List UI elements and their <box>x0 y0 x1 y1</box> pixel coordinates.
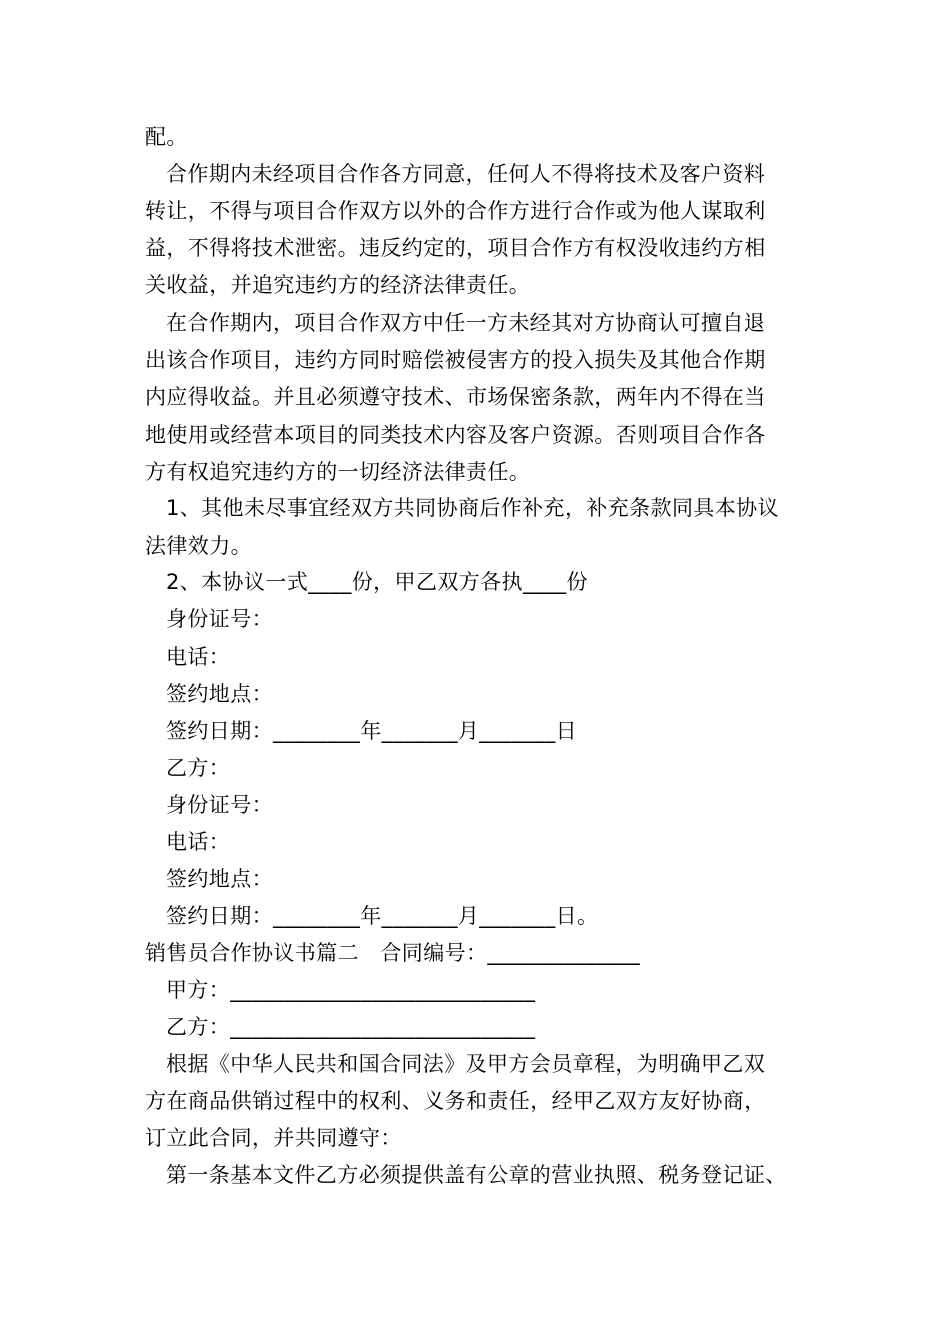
text-line: 法律效力。 <box>145 534 252 558</box>
text-line: 2、本协议一式____份，甲乙双方各执____份 <box>166 570 588 594</box>
text-line: 甲方：____________________________ <box>166 978 536 1002</box>
text-line: 签约地点： <box>166 682 273 706</box>
text-line: 根据《中华人民共和国合同法》及甲方会员章程，为明确甲乙双 <box>166 1052 766 1076</box>
text-line: 订立此合同，并共同遵守： <box>145 1126 402 1150</box>
text-line: 内应得收益。并且必须遵守技术、市场保密条款，两年内不得在当 <box>145 385 766 409</box>
text-line: 在合作期内，项目合作双方中任一方未经其对方协商认可擅自退 <box>166 311 766 335</box>
text-line: 身份证号： <box>166 607 273 631</box>
text-line: 电话： <box>166 830 231 854</box>
text-line: 出该合作项目，违约方同时赔偿被侵害方的投入损失及其他合作期 <box>145 348 766 372</box>
text-line: 电话： <box>166 645 231 669</box>
text-line: 方在商品供销过程中的权利、义务和责任，经甲乙双方友好协商， <box>145 1089 766 1113</box>
text-line: 地使用或经营本项目的同类技术内容及客户资源。否则项目合作各 <box>145 423 766 447</box>
text-line: 配。 <box>145 125 188 149</box>
text-line: 关收益，并追究违约方的经济法律责任。 <box>145 273 531 297</box>
text-line: 乙方： <box>166 756 231 780</box>
text-line: 销售员合作协议书篇二 合同编号：______________ <box>145 941 640 965</box>
text-line: 益，不得将技术泄密。违反约定的，项目合作方有权没收违约方相 <box>145 236 766 260</box>
text-line: 第一条基本文件乙方必须提供盖有公章的营业执照、税务登记证、 <box>166 1163 787 1187</box>
text-line: 方有权追究违约方的一切经济法律责任。 <box>145 460 531 484</box>
text-line: 合作期内未经项目合作各方同意，任何人不得将技术及客户资料 <box>166 162 766 186</box>
text-line: 签约日期：________年_______月_______日。 <box>166 904 599 928</box>
text-line: 转让，不得与项目合作双方以外的合作方进行合作或为他人谋取利 <box>145 199 766 223</box>
text-line: 1、其他未尽事宜经双方共同协商后作补充，补充条款同具本协议 <box>166 496 779 520</box>
text-line: 身份证号： <box>166 793 273 817</box>
text-line: 乙方：____________________________ <box>166 1015 536 1039</box>
text-line: 签约日期：________年_______月_______日 <box>166 719 577 743</box>
text-line: 签约地点： <box>166 867 273 891</box>
